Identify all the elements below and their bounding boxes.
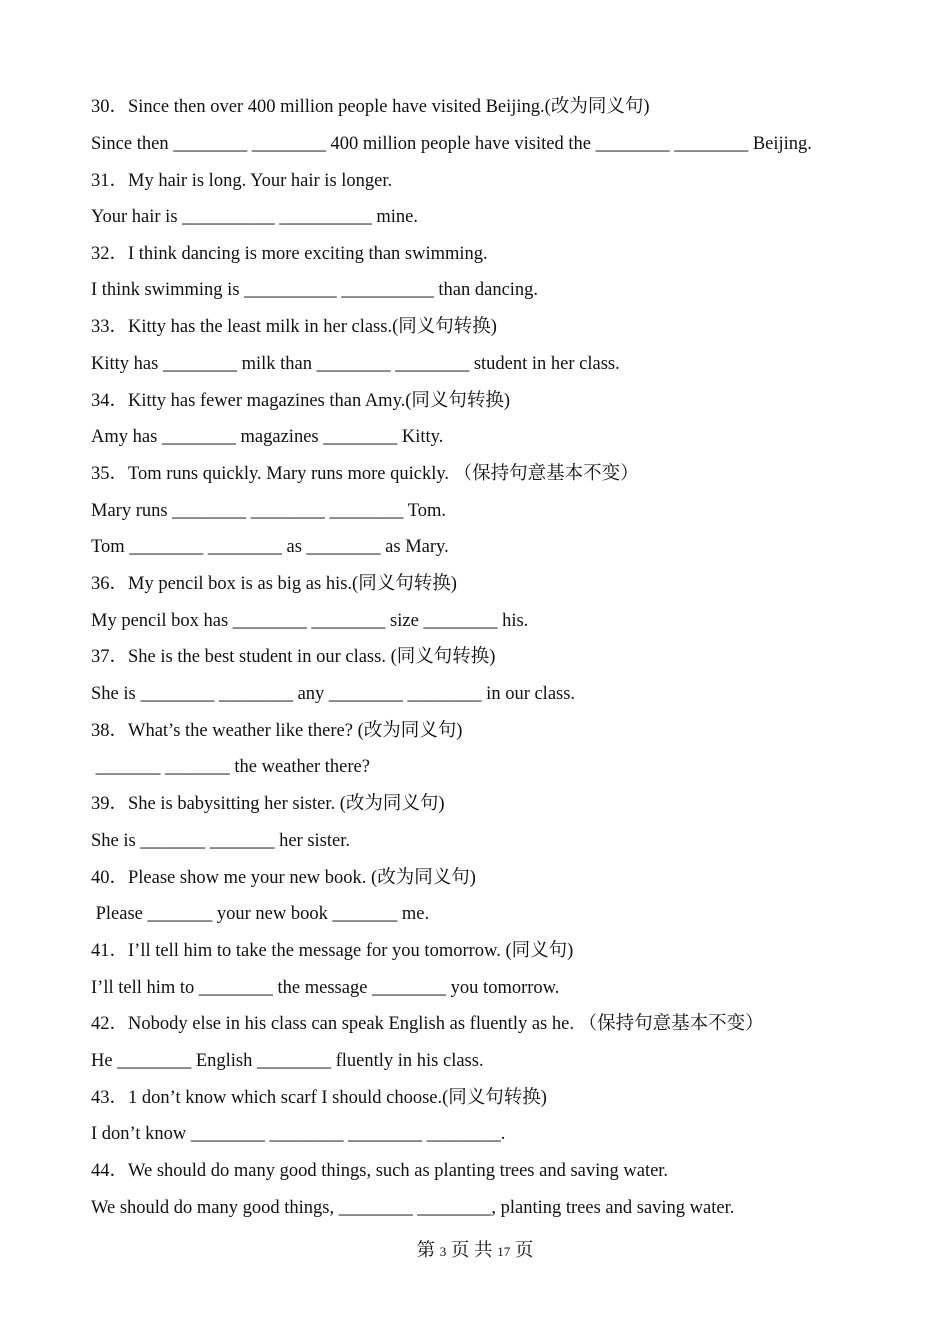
question-31: 31．My hair is long. Your hair is longer.: [91, 171, 393, 191]
question-33: 33．Kitty has the least milk in her class.(同义句转换): [91, 317, 497, 337]
answer-line-38: _______ _______ the weather there?: [91, 757, 370, 777]
question-40: 40．Please show me your new book. (改为同义句): [91, 868, 476, 888]
question-43: 43．1 don’t know which scarf I should choose.(同义句转换): [91, 1088, 547, 1108]
question-32: 32．I think dancing is more exciting than swimming.: [91, 244, 488, 264]
answer-line-31: Your hair is __________ __________ mine.: [91, 207, 419, 227]
question-30: 30．Since then over 400 million people have visited Beijing.(改为同义句): [91, 97, 650, 117]
answer-line-32: I think swimming is __________ __________ than dancing.: [91, 280, 539, 300]
answer-line-33: Kitty has ________ milk than ________ ________ student in her class.: [91, 354, 620, 374]
question-39: 39．She is babysitting her sister. (改为同义句): [91, 794, 445, 814]
answer-line-34: Amy has ________ magazines ________ Kitty.: [91, 427, 444, 447]
question-38: 38．What’s the weather like there? (改为同义句): [91, 721, 463, 741]
answer-line-30: Since then ________ ________ 400 million people have visited the ________ ________ Beijing.: [91, 134, 812, 154]
footer-middle: 页 共: [446, 1241, 498, 1261]
page-footer: [0, 1239, 950, 1264]
answer-line-43: I don’t know ________ ________ ________ ________.: [91, 1124, 506, 1144]
question-42: 42．Nobody else in his class can speak English as fluently as he. （保持句意基本不变）: [91, 1014, 764, 1034]
answer-line-37: She is ________ ________ any ________ ________ in our class.: [91, 684, 576, 704]
answer-line-36: My pencil box has ________ ________ size ________ his.: [91, 611, 529, 631]
question-37: 37．She is the best student in our class. (同义句转换): [91, 647, 496, 667]
question-36: 36．My pencil box is as big as his.(同义句转换): [91, 574, 457, 594]
question-35: 35．Tom runs quickly. Mary runs more quickly. （保持句意基本不变）: [91, 464, 639, 484]
answer-line-35a: Mary runs ________ ________ ________ Tom.: [91, 501, 446, 521]
answer-line-44: We should do many good things, ________ ________, planting trees and saving water.: [91, 1198, 735, 1218]
answer-line-35b: Tom ________ ________ as ________ as Mary.: [91, 537, 449, 557]
page-number: 3: [439, 1244, 447, 1259]
answer-line-42: He ________ English ________ fluently in his class.: [91, 1051, 484, 1071]
footer-prefix: 第: [416, 1241, 440, 1261]
answer-line-41: I’ll tell him to ________ the message ________ you tomorrow.: [91, 978, 560, 998]
question-41: 41．I’ll tell him to take the message for you tomorrow. (同义句): [91, 941, 574, 961]
question-44: 44．We should do many good things, such as planting trees and saving water.: [91, 1161, 669, 1181]
footer-suffix: 页: [510, 1241, 534, 1261]
total-pages: 17: [497, 1244, 511, 1259]
answer-line-39: She is _______ _______ her sister.: [91, 831, 350, 851]
question-34: 34．Kitty has fewer magazines than Amy.(同义句转换): [91, 391, 511, 411]
answer-line-40: Please _______ your new book _______ me.: [91, 904, 430, 924]
